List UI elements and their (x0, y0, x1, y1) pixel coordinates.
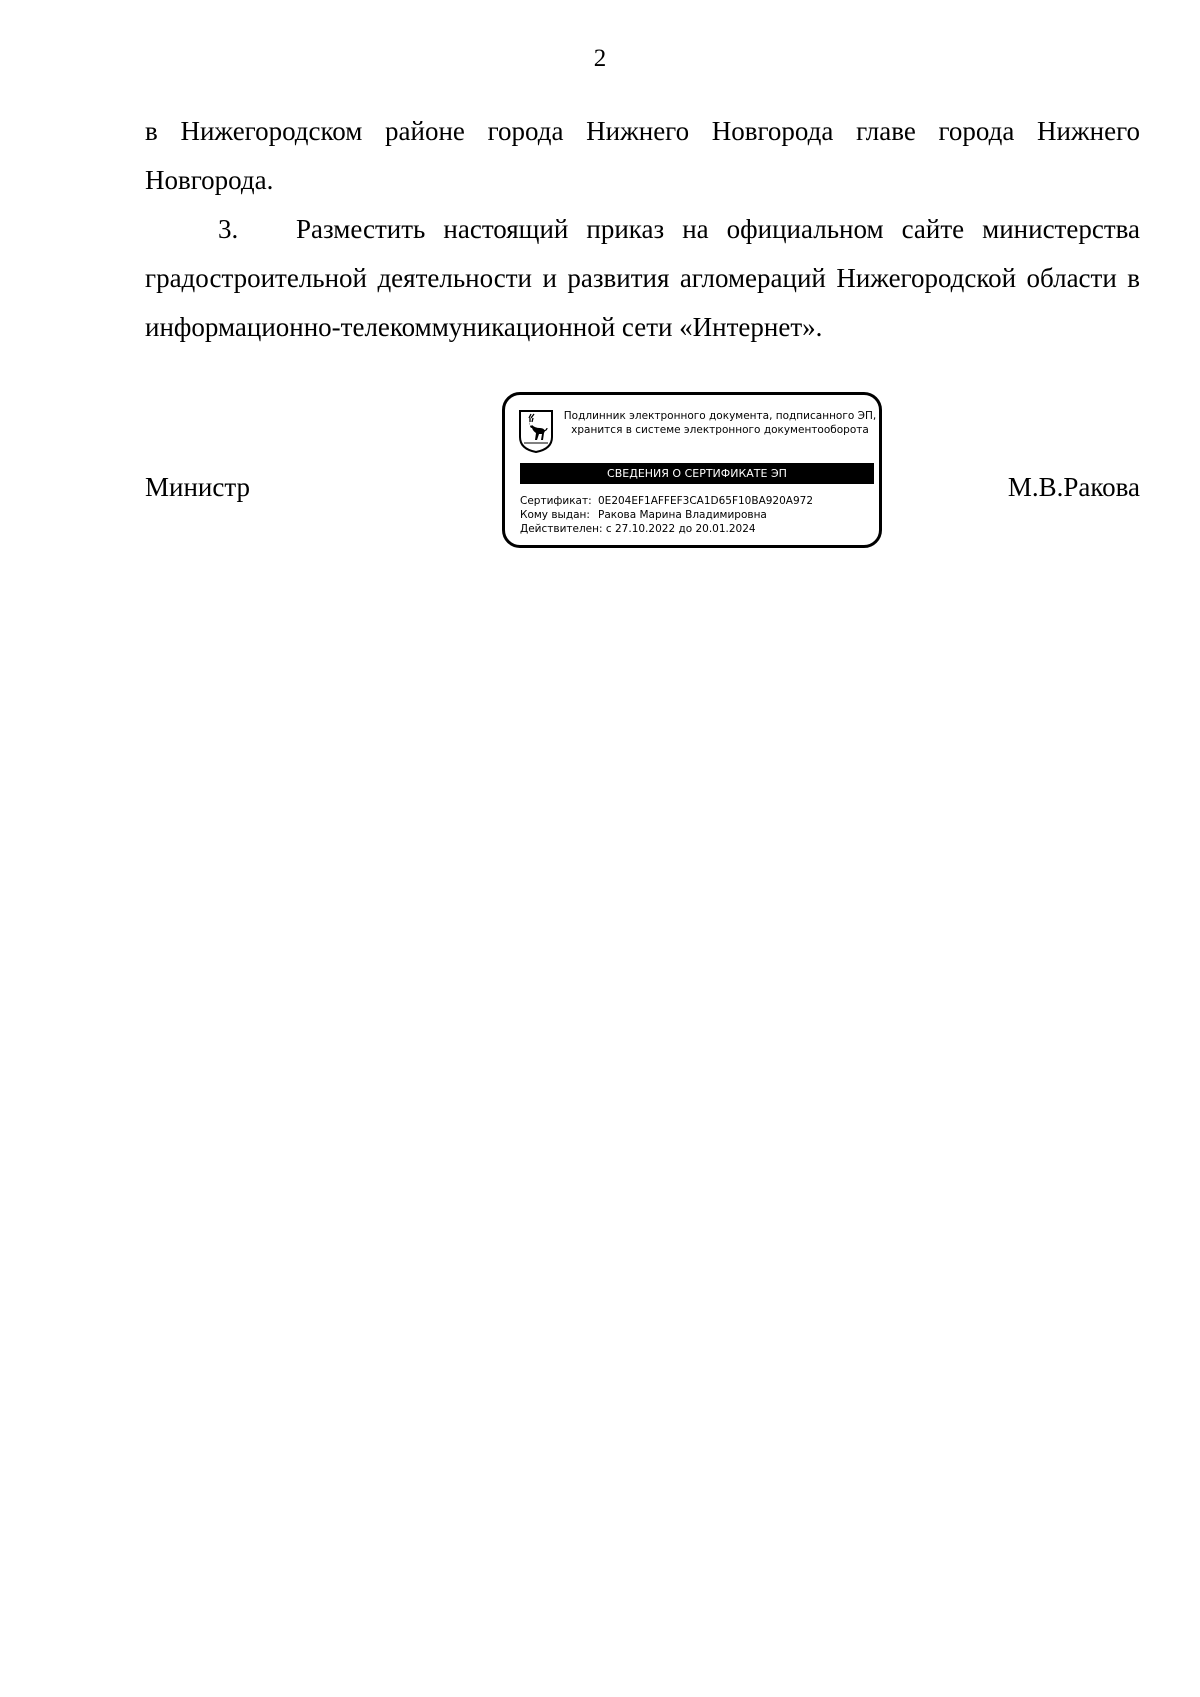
certificate-details (520, 494, 876, 536)
signer-position: Министр (145, 472, 250, 502)
paragraph-number: 3. (218, 214, 239, 244)
issued-to-value: Ракова Марина Владимировна (598, 509, 767, 521)
validity-label: Действителен: (520, 523, 603, 535)
stamp-header-line-2: хранится в системе электронного документооборота (571, 424, 869, 436)
stamp-header (561, 409, 879, 437)
page-number: 2 (593, 45, 607, 72)
signer-name: М.В.Ракова (1007, 472, 1140, 502)
certificate-label: Сертификат: (520, 495, 592, 507)
stamp-header-line-1: Подлинник электронного документа, подписанного ЭП, (563, 410, 877, 422)
validity-row (520, 522, 876, 536)
paragraph-3 (145, 205, 1140, 352)
certificate-value: 0E204EF1AFFEF3CA1D65F10BA920A972 (598, 495, 814, 507)
paragraph-3-text: Разместить настоящий приказ на официальном сайте министерства градостроительной деятельности и развития агломераций Нижегородской области в информационно-телекоммуникационной сети «Интернет». (145, 214, 1140, 342)
validity-value: с 27.10.2022 до 20.01.2024 (605, 523, 756, 535)
issued-to-row (520, 508, 876, 522)
issued-to-label: Кому выдан: (520, 509, 590, 521)
certificate-row (520, 494, 876, 508)
certificate-info-bar: СВЕДЕНИЯ О СЕРТИФИКАТЕ ЭП (520, 463, 874, 484)
electronic-signature-stamp (502, 392, 882, 548)
deer-coat-of-arms-icon (518, 409, 554, 453)
paragraph-1: в Нижегородском районе города Нижнего Новгорода главе города Нижнего Новгорода. (145, 116, 1140, 195)
